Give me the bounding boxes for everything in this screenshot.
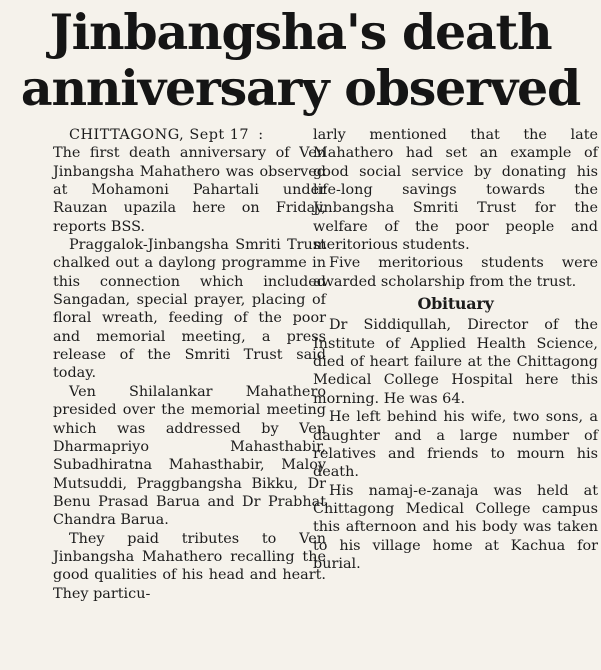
dateline-paragraph <box>53 126 326 144</box>
article-paragraph-5: Five meritorious students were awarded scholarship from the trust. <box>313 255 598 290</box>
article-paragraph-1: The first death anniversary of Ven Jinbangsha Mahathero was observed at Mohamoni Pahartali under Rauzan upazila here on Friday, reports BSS. <box>53 145 326 235</box>
obituary-paragraph-3: His namaj-e-zanaja was held at Chittagong Medical College campus this afternoon and his body was taken to his village home at Kachua for burial. <box>313 482 598 572</box>
article-paragraph-4-continued: larly mentioned that the late Mahathero had set an example of good social service by donating his life-long savings towards the Jinbangsha Smriti Trust for the welfare of the poor people and meritorious students. <box>313 127 598 254</box>
right-column <box>313 126 598 573</box>
headline <box>0 4 601 116</box>
obituary-paragraph-1: Dr Siddiqullah, Director of the Institute of Applied Health Science, died of heart failure at the Chittagong Medical College Hospital here this morning. He was 64. <box>313 317 598 407</box>
dateline-separator: : <box>258 127 264 143</box>
article-paragraph-3: Ven Shilalankar Mahathero presided over the memorial meeting which was addressed by Ven Dharmapriyo Mahasthabir, Subadhiratna Mahasthabir, Maloy Mutsuddi, Praggbangsha Bikku, Dr Benu Prasad Barua and Dr Prabhat Chandra Barua. <box>53 383 326 529</box>
headline-line-2: anniversary observed <box>20 59 581 117</box>
left-column <box>53 126 326 603</box>
headline-line-1: Jinbangsha's death <box>49 3 552 61</box>
article-paragraph-4: They paid tributes to Ven Jinbangsha Mahathero recalling the good qualities of his head and heart. They particu- <box>53 530 326 602</box>
obituary-paragraph-2: He left behind his wife, two sons, a daughter and a large number of relatives and friends to mourn his death. <box>313 409 598 481</box>
article-paragraph-2: Praggalok-Jinbangsha Smriti Trust chalked out a daylong programme in this connection which included Sangadan, special prayer, placing of floral wreath, feeding of the poor and memorial meeting, a press release of the Smriti Trust said today. <box>53 237 326 382</box>
obituary-heading: Obituary <box>417 294 494 314</box>
dateline: CHITTAGONG, Sept 17 <box>69 127 250 143</box>
